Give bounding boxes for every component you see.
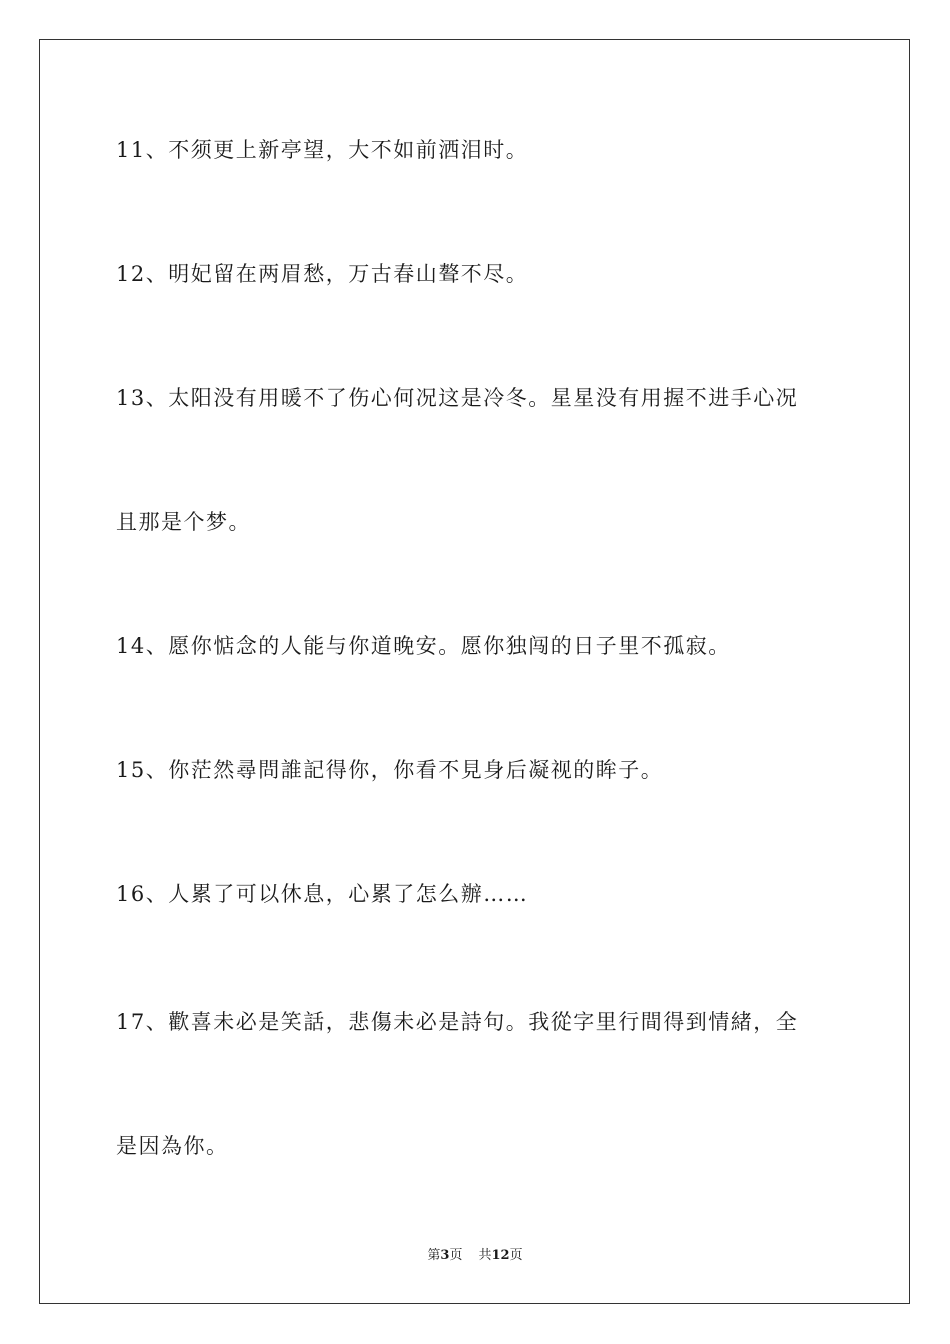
text-line: 14、愿你惦念的人能与你道晚安。愿你独闯的日子里不孤寂。 — [116, 634, 731, 658]
text-line: 17、歡喜未必是笑話，悲傷未必是詩句。我從字里行間得到情緒，全 — [116, 1010, 799, 1034]
text-line: 16、人累了可以休息，心累了怎么辦…… — [116, 882, 529, 906]
footer-total-prefix: 共 — [478, 1248, 492, 1263]
footer-total-pages: 12 — [491, 1248, 510, 1263]
text-line: 12、明妃留在两眉愁，万古春山聱不尽。 — [116, 262, 529, 286]
footer-page-suffix: 页 — [449, 1248, 463, 1263]
footer-page-prefix: 第 — [427, 1248, 441, 1263]
footer-page-number: 3 — [440, 1248, 450, 1263]
footer-total-suffix: 页 — [509, 1248, 523, 1263]
text-line: 且那是个梦。 — [116, 510, 251, 534]
text-line: 11、不须更上新亭望，大不如前洒泪时。 — [116, 138, 529, 162]
page-footer — [0, 1247, 950, 1265]
text-line: 13、太阳没有用暖不了伤心何况这是冷冬。星星没有用握不进手心况 — [116, 386, 799, 410]
page-border — [39, 39, 910, 1304]
text-line: 15、你茫然尋問誰記得你，你看不見身后凝视的眸子。 — [116, 758, 664, 782]
text-line: 是因為你。 — [116, 1134, 229, 1158]
